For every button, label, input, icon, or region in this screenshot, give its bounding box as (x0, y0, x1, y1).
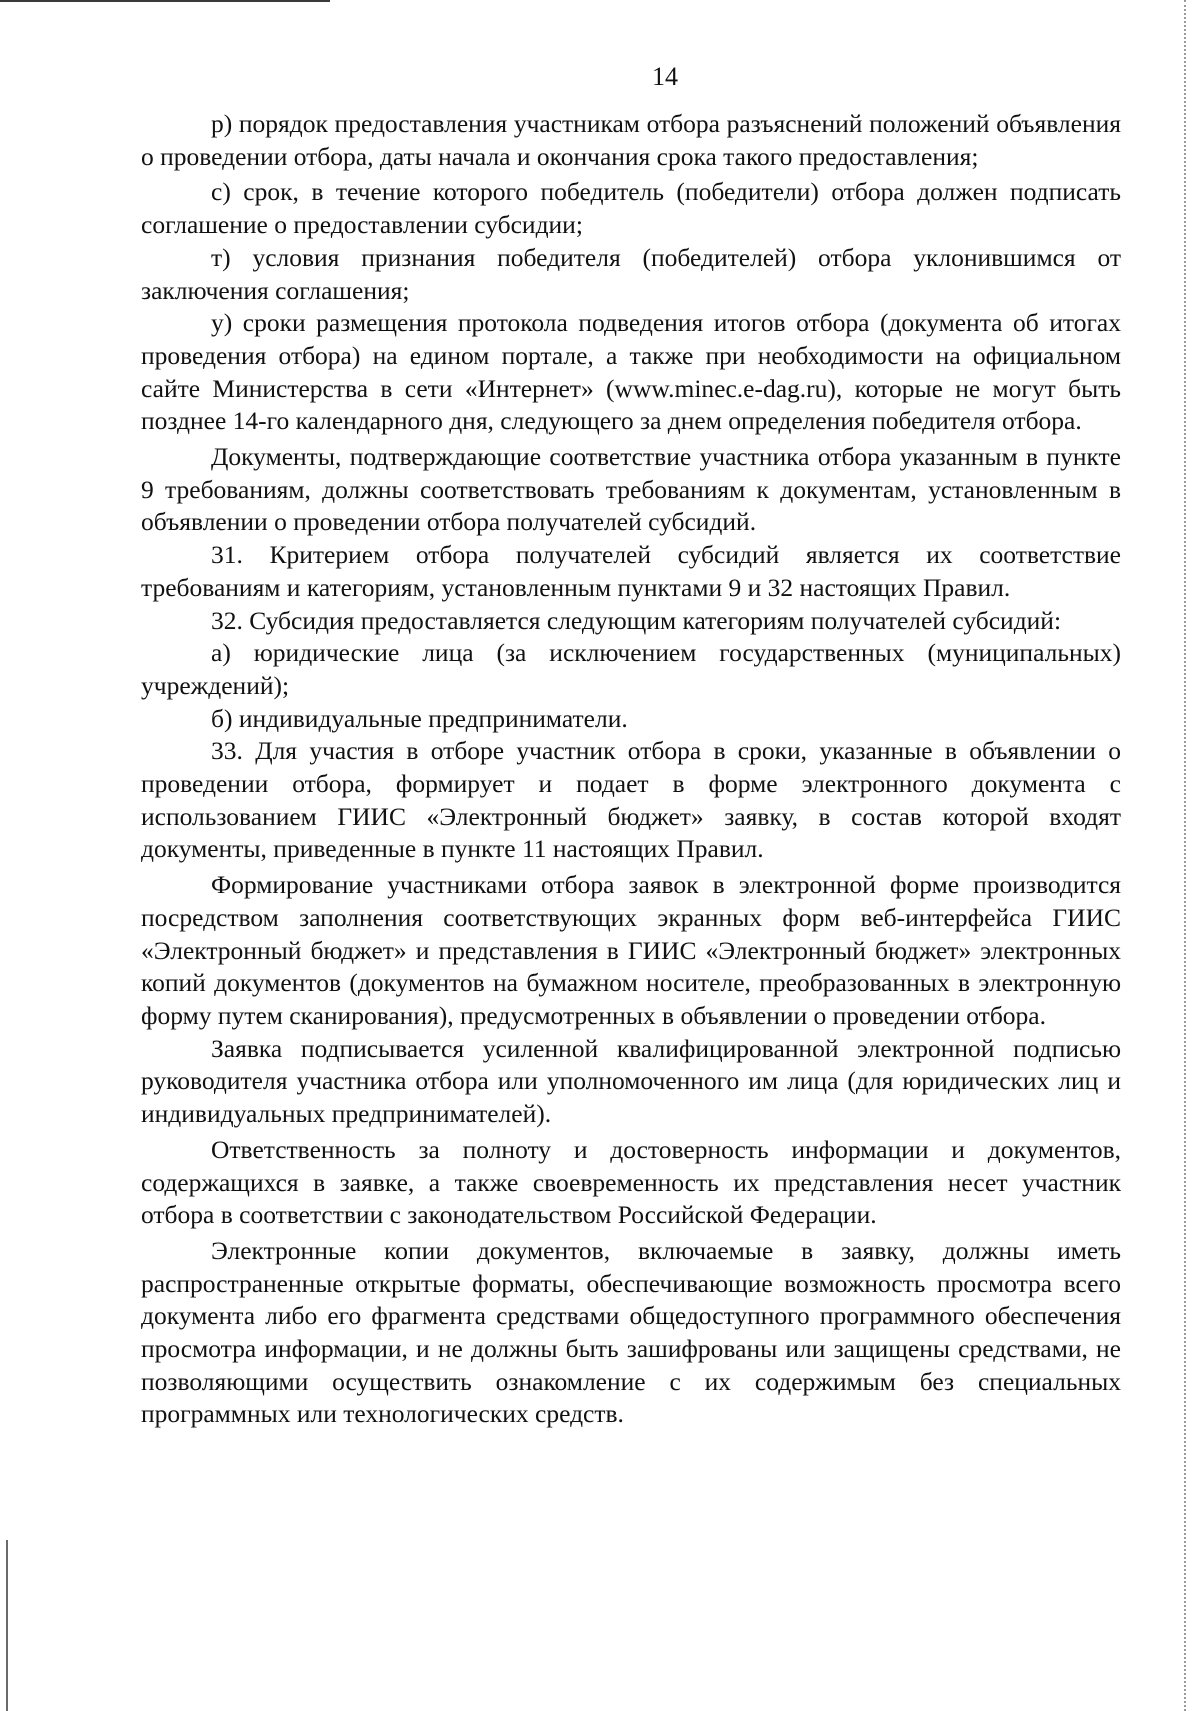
paragraph-32-b: б) индивидуальные предприниматели. (211, 703, 628, 733)
paragraph-item-u: у) сроки размещения протокола подведения итогов отбора (документа об итогах проведения отбора) на едином портале, а также при необходимости на официальном сайте Министерства в сети «Интернет» (www.minec.e-dag.ru), которые не могут быть позднее 14-го календарного дня, следующего за днем определения победителя отбора. (141, 308, 1121, 436)
scan-top-edge (0, 0, 330, 2)
paragraph-signature: Заявка подписывается усиленной квалифицированной электронной подписью руководителя участника отбора или уполномоченного им лица (для юридических лиц и индивидуальных предпринимателей). (141, 1033, 1121, 1129)
paragraph-31: 31. Критерием отбора получателей субсидий является их соответствие требованиям и категориям, установленным пунктами 9 и 32 настоящих Правил. (141, 540, 1121, 602)
paragraph-33: 33. Для участия в отборе участник отбора в сроки, указанные в объявлении о проведении отбора, формирует и подает в форме электронного документа с использованием ГИИС «Электронный бюджет» заявку, в состав которой входят документы, приведенные в пункте 11 настоящих Правил. (141, 736, 1121, 864)
scan-right-edge (1184, 0, 1186, 1711)
paragraph-32: 32. Субсидия предоставляется следующим категориям получателей субсидий: (211, 605, 1062, 635)
paragraph-item-s: с) срок, в течение которого победитель (победители) отбора должен подписать соглашение о предоставлении субсидии; (141, 177, 1121, 240)
paragraph-responsibility: Ответственность за полноту и достоверность информации и документов, содержащихся в заявке, а также своевременность их представления несет участник отбора в соответствии с законодательством Российской Федерации. (141, 1134, 1121, 1230)
paragraph-32-a: а) юридические лица (за исключением государственных (муниципальных) учреждений); (141, 638, 1121, 700)
paragraph-electronic-copies: Электронные копии документов, включаемые в заявку, должны иметь распространенные открытые форматы, обеспечивающие возможность просмотра всего документа либо его фрагмента средствами общедоступного программного обеспечения просмотра информации, и не должны быть зашифрованы или защищены средствами, не позволяющими осуществить ознакомление с их содержимым без специальных программных или технологических средств. (141, 1235, 1121, 1429)
paragraph-forming: Формирование участниками отбора заявок в электронной форме производится посредством заполнения соответствующих экранных форм веб-интерфейса ГИИС «Электронный бюджет» и представления в ГИИС «Электронный бюджет» электронных копий документов (документов на бумажном носителе, преобразованных в электронную форму путем сканирования), предусмотренных в объявлении о проведении отбора. (141, 870, 1121, 1030)
document-body (141, 108, 1121, 1431)
paragraph-item-r: р) порядок предоставления участникам отбора разъяснений положений объявления о проведении отбора, даты начала и окончания срока такого предоставления; (141, 109, 1121, 171)
scan-left-edge (6, 1540, 8, 1711)
paragraph-item-t: т) условия признания победителя (победителей) отбора уклонившимся от заключения соглашения; (141, 242, 1121, 305)
paragraph-documents: Документы, подтверждающие соответствие участника отбора указанным в пункте 9 требованиям, должны соответствовать требованиям к документам, установленным в объявлении о проведении отбора получателей субсидий. (141, 442, 1121, 537)
page-number: 14 (652, 62, 678, 91)
